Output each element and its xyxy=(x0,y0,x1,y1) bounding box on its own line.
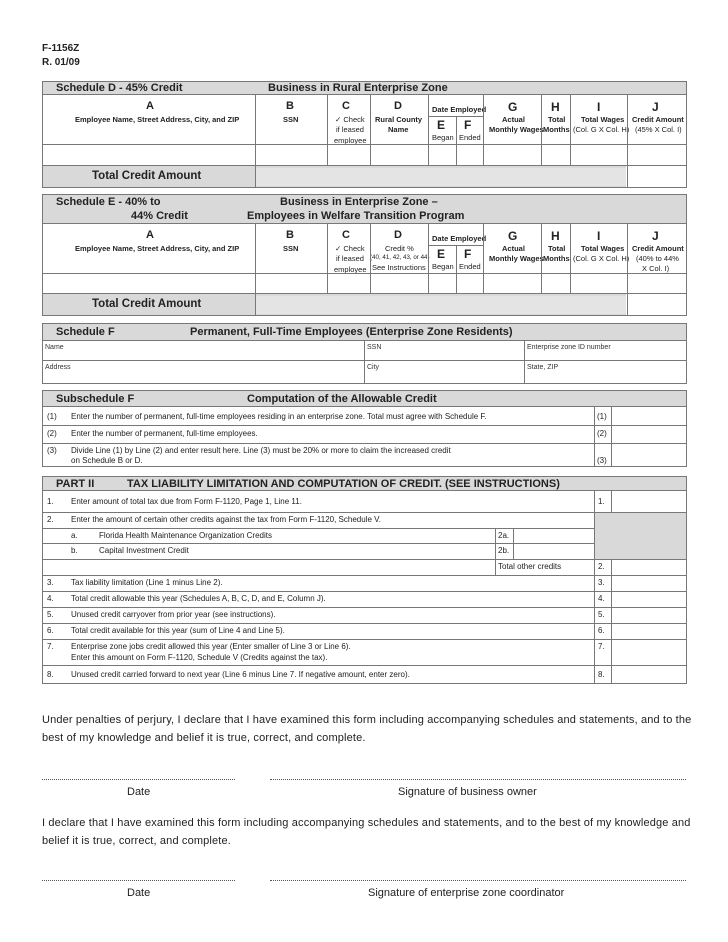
sub-line-1-text: Enter the number of permanent, full-time employees residing in an enterprise zone. Total must agree with Schedule F. xyxy=(71,412,487,421)
col-c-desc: if leased xyxy=(336,125,364,134)
col-c-desc: employee xyxy=(334,136,367,145)
form-number: F-1156Z xyxy=(42,43,80,54)
col-d-letter: D xyxy=(394,229,402,241)
part2-line-5-text: Unused credit carryover from prior year (see instructions). xyxy=(71,610,276,619)
sub-line-3-input[interactable] xyxy=(612,444,686,466)
declaration-owner: Under penalties of perjury, I declare that I have examined this form including accompanying schedules and statements, and to the best of my knowledge and belief it is true, correct, and complete. xyxy=(42,714,692,744)
col-d-desc: Name xyxy=(388,125,409,134)
col-a-letter: A xyxy=(146,100,154,112)
col-c-letter: C xyxy=(342,229,350,241)
date-line-2[interactable] xyxy=(42,880,235,881)
part2-line-2-text: Enter the amount of certain other credits against the tax from Form F-1120, Schedule V. xyxy=(71,515,381,524)
col-a-desc: Employee Name, Street Address, City, and ZIP xyxy=(75,115,240,124)
col-g-desc: Monthly Wages xyxy=(489,254,544,263)
part2-line-7-num: 7. xyxy=(47,642,54,651)
schedule-f-city-field[interactable] xyxy=(365,361,524,383)
part2-line-6-text: Total credit available for this year (sum of Line 4 and Line 5). xyxy=(71,626,285,635)
col-h-desc: Months xyxy=(543,254,570,263)
schedule-f-title: Schedule F xyxy=(56,326,115,338)
sub-line-1-num: (1) xyxy=(47,412,57,421)
part2-line-8-input[interactable] xyxy=(612,666,686,684)
col-c-desc: ✓ Check xyxy=(335,244,365,253)
col-f-letter: F xyxy=(464,118,472,132)
schedule-e-subtitle-2: Employees in Welfare Transition Program xyxy=(247,210,465,222)
col-b-desc: SSN xyxy=(283,115,299,124)
col-j-letter: J xyxy=(652,100,659,114)
owner-signature-label: Signature of business owner xyxy=(398,786,537,798)
part2-line-6-input[interactable] xyxy=(612,624,686,639)
col-i-desc: Total Wages xyxy=(581,115,625,124)
schedule-f-zone-id-field[interactable] xyxy=(525,342,686,360)
schedule-f-zone-id-label: Enterprise zone ID number xyxy=(527,344,611,351)
part2-line-5-num: 5. xyxy=(47,610,54,619)
part2-line-2-total-text: Total other credits xyxy=(498,562,562,571)
col-i-letter: I xyxy=(597,229,601,243)
col-j-desc: (45% X Col. I) xyxy=(635,125,682,134)
col-j-desc: Credit Amount xyxy=(632,244,684,253)
part2-line-3-ref: 3. xyxy=(598,578,605,587)
sub-line-2-input[interactable] xyxy=(612,426,686,443)
part2-line-2a-input[interactable] xyxy=(514,529,594,543)
col-d-desc: (40, 41, 42, 43, or 44) xyxy=(370,254,430,261)
col-d-desc: Credit % xyxy=(385,244,414,253)
col-h-desc: Months xyxy=(543,125,570,134)
col-d-letter: D xyxy=(394,100,402,112)
schedule-d-total-credit-field[interactable] xyxy=(628,166,686,187)
col-i-desc: (Col. G X Col. H) xyxy=(573,125,630,134)
part2-line-7-ref: 7. xyxy=(598,642,605,651)
schedule-f-ssn-label: SSN xyxy=(367,344,382,351)
date-employed-label: Date Employed xyxy=(432,234,487,243)
part2-line-4-ref: 4. xyxy=(598,594,605,603)
col-f-desc: Ended xyxy=(459,133,481,142)
part2-line-2-total-ref: 2. xyxy=(598,562,605,571)
schedule-e-total-label: Total Credit Amount xyxy=(92,298,202,310)
part2-line-1-input[interactable] xyxy=(612,492,686,512)
col-h-letter: H xyxy=(551,229,560,243)
col-g-desc: Actual xyxy=(502,115,525,124)
part2-line-5-ref: 5. xyxy=(598,610,605,619)
col-e-letter: E xyxy=(437,247,446,261)
schedule-e-subtitle-1: Business in Enterprise Zone – xyxy=(280,196,438,208)
col-c-desc: ✓ Check xyxy=(335,115,365,124)
part2-line-7-text: Enterprise zone jobs credit allowed this year (Enter smaller of Line 3 or Line 6). xyxy=(71,642,351,651)
schedule-e-total-credit-field[interactable] xyxy=(628,294,686,315)
col-g-desc: Monthly Wages xyxy=(489,125,544,134)
col-f-letter: F xyxy=(464,247,472,261)
col-c-desc: if leased xyxy=(336,254,364,263)
schedule-d-total-label: Total Credit Amount xyxy=(92,170,202,182)
part2-line-6-ref: 6. xyxy=(598,626,605,635)
subschedule-f-subtitle: Computation of the Allowable Credit xyxy=(247,393,437,405)
part2-line-2a-num: a. xyxy=(71,531,78,540)
part2-line-7-input[interactable] xyxy=(612,640,686,665)
col-g-desc: Actual xyxy=(502,244,525,253)
coordinator-signature-line[interactable] xyxy=(270,880,686,881)
col-d-desc: See Instructions xyxy=(372,263,426,272)
schedule-f-address-label: Address xyxy=(45,364,71,371)
sub-line-1-ref: (1) xyxy=(597,412,607,421)
date-line-1[interactable] xyxy=(42,779,235,780)
part2-subtitle: TAX LIABILITY LIMITATION AND COMPUTATION OF CREDIT. (SEE INSTRUCTIONS) xyxy=(127,478,560,490)
sub-line-3-num: (3) xyxy=(47,446,57,455)
schedule-f-city-label: City xyxy=(367,364,380,371)
col-a-letter: A xyxy=(146,229,154,241)
date-label-1: Date xyxy=(127,786,151,798)
col-b-letter: B xyxy=(286,229,294,241)
part2-line-2b-num: b. xyxy=(71,546,78,555)
form-revision: R. 01/09 xyxy=(42,57,80,68)
part2-line-3-text: Tax liability limitation (Line 1 minus Line 2). xyxy=(71,578,223,587)
schedule-d-entry-row[interactable] xyxy=(43,145,627,165)
col-e-desc: Began xyxy=(432,133,454,142)
part2-line-1-ref: 1. xyxy=(598,497,605,506)
schedule-f-state-zip-field[interactable] xyxy=(525,361,686,383)
schedule-f-state-zip-label: State, ZIP xyxy=(527,364,559,371)
col-i-desc: Total Wages xyxy=(581,244,625,253)
col-a-desc: Employee Name, Street Address, City, and ZIP xyxy=(75,244,240,253)
col-j-desc: X Col. I) xyxy=(642,264,670,273)
col-e-letter: E xyxy=(437,118,446,132)
part2-line-2a-text: Florida Health Maintenance Organization Credits xyxy=(99,531,272,540)
col-b-letter: B xyxy=(286,100,294,112)
col-j-letter: J xyxy=(652,229,659,243)
part2-line-1-text: Enter amount of total tax due from Form F-1120, Page 1, Line 11. xyxy=(71,497,302,506)
col-c-desc: employee xyxy=(334,265,367,274)
part2-line-4-input[interactable] xyxy=(612,592,686,607)
col-i-letter: I xyxy=(597,100,601,114)
part2-title: PART II xyxy=(56,478,95,490)
part2-line-2b-input[interactable] xyxy=(514,544,594,559)
sub-line-3-text-2: on Schedule B or D. xyxy=(71,456,143,465)
owner-signature-line[interactable] xyxy=(270,779,686,780)
col-j-desc: (40% to 44% xyxy=(636,254,679,263)
schedule-e-title-1: Schedule E - 40% to xyxy=(56,196,161,208)
schedule-f-address-field[interactable] xyxy=(43,361,364,383)
declaration-coordinator: I declare that I have examined this form including accompanying schedules and statements, and to the best of my knowledge and belief it is true, correct, and complete. xyxy=(42,817,691,847)
coordinator-signature-label: Signature of enterprise zone coordinator xyxy=(368,887,565,899)
part2-line-4-num: 4. xyxy=(47,594,54,603)
sub-line-3-text: Divide Line (1) by Line (2) and enter result here. Line (3) must be 20% or more to claim the increased credit xyxy=(71,446,451,455)
sub-line-3-ref: (3) xyxy=(597,456,607,465)
part2-line-2b-ref: 2b. xyxy=(498,546,510,555)
schedule-e-title-2: 44% Credit xyxy=(131,210,188,222)
date-label-2: Date xyxy=(127,887,151,899)
col-e-desc: Began xyxy=(432,262,454,271)
part2-line-2-total-input[interactable] xyxy=(612,560,686,575)
part2-line-8-num: 8. xyxy=(47,670,54,679)
part2-line-4-text: Total credit allowable this year (Schedules A, B, C, D, and E, Column J). xyxy=(71,594,326,603)
col-d-desc: Rural County xyxy=(375,115,423,124)
col-h-desc: Total xyxy=(548,115,566,124)
part2-line-2b-text: Capital Investment Credit xyxy=(99,546,189,555)
col-i-desc: (Col. G X Col. H) xyxy=(573,254,630,263)
sub-line-1-input[interactable] xyxy=(612,408,686,425)
part2-line-5-input[interactable] xyxy=(612,608,686,623)
schedule-f-name-field[interactable] xyxy=(43,342,364,360)
part2-line-8-text: Unused credit carried forward to next year (Line 6 minus Line 7. If negative amount, enter zero). xyxy=(71,670,410,679)
schedule-d-subtitle: Business in Rural Enterprise Zone xyxy=(268,82,448,94)
date-employed-label: Date Employed xyxy=(432,105,487,114)
sub-line-2-ref: (2) xyxy=(597,429,607,438)
col-g-letter: G xyxy=(508,229,518,243)
schedule-f-ssn-field[interactable] xyxy=(365,342,524,360)
part2-line-2a-ref: 2a. xyxy=(498,531,510,540)
part2-line-3-input[interactable] xyxy=(612,576,686,591)
schedule-d-title: Schedule D - 45% Credit xyxy=(56,82,183,94)
part2-line-8-ref: 8. xyxy=(598,670,605,679)
col-g-letter: G xyxy=(508,100,518,114)
sub-line-2-text: Enter the number of permanent, full-time employees. xyxy=(71,429,258,438)
part2-line-2-num: 2. xyxy=(47,515,54,524)
col-h-desc: Total xyxy=(548,244,566,253)
schedule-f-name-label: Name xyxy=(45,344,64,351)
part2-line-1-num: 1. xyxy=(47,497,54,506)
col-b-desc: SSN xyxy=(283,244,299,253)
part2-line-3-num: 3. xyxy=(47,578,54,587)
part2-line-7-text-2: Enter this amount on Form F-1120, Schedule V (Credits against the tax). xyxy=(71,653,328,662)
col-f-desc: Ended xyxy=(459,262,481,271)
col-j-desc: Credit Amount xyxy=(632,115,684,124)
col-h-letter: H xyxy=(551,100,560,114)
subschedule-f-title: Subschedule F xyxy=(56,393,135,405)
part2-line-6-num: 6. xyxy=(47,626,54,635)
schedule-e-entry-row[interactable] xyxy=(43,274,627,293)
schedule-f-subtitle: Permanent, Full-Time Employees (Enterprise Zone Residents) xyxy=(190,326,513,338)
sub-line-2-num: (2) xyxy=(47,429,57,438)
col-c-letter: C xyxy=(342,100,350,112)
